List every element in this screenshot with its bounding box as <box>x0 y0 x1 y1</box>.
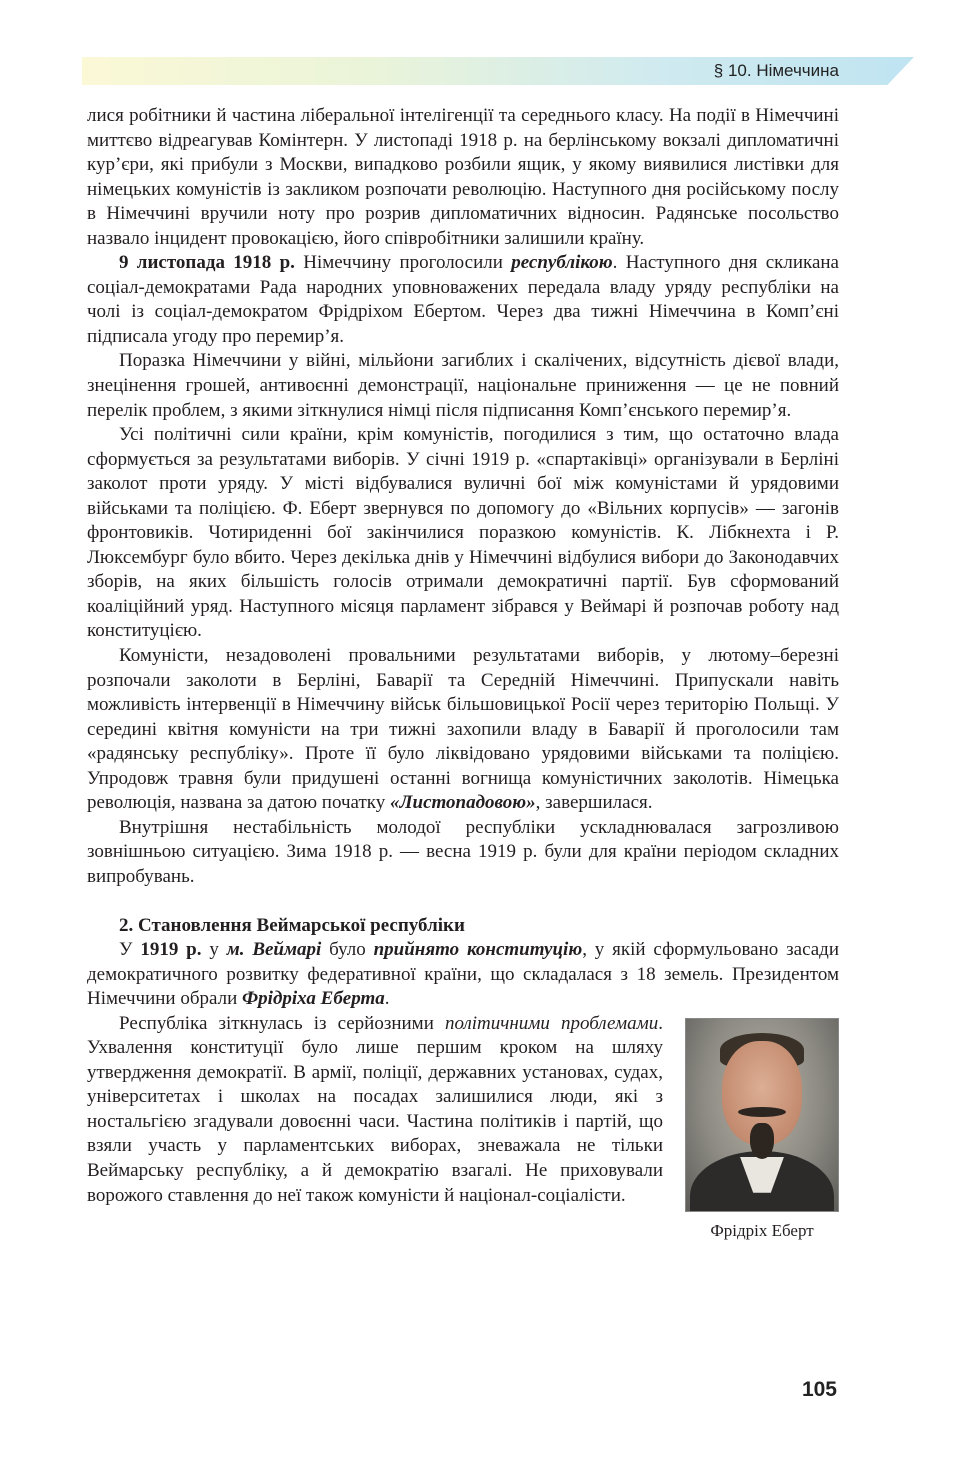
page-content <box>87 104 839 1246</box>
paragraph-5: Комуністи, незадоволені провальними результатами виборів, у лютому–березні розпочали заколоти в Берліні, Баварії та Середній Німеччині. Припускали навіть можливість інтервенції в Німеччину військ більшовицької Росії через територію Польщі. У середині квітня комуністи на три тижні захопили владу в Баварії й проголосили там «радянську республіку». Проте її було ліквідовано урядовими військами та поліцією. Упродовж травня були придушені останні вогнища комуністичних заколотів. Німецька революція, названа за датою початку «Листопадовою», завершилася. <box>87 645 839 814</box>
portrait-image <box>685 1018 839 1212</box>
paragraph-1: лися робітники й частина ліберальної інтелігенції та середнього класу. На події в Німеччині миттєво відреагував Комінтерн. У листопаді 1918 р. на берлінському вокзалі дипломатичні кур’єри, які прибули з Москви, випадково розбили ящик, у якому виявилися листівки для німецьких комуністів із закликом розпочати революцію. Наступного дня російському послу в Німеччині вручили ноту про розрив дипломатичних відносин. Радянське посольство назвало інцидент провокацією, його співробітники залишили країну. <box>87 105 839 249</box>
page-number: 105 <box>801 1378 837 1401</box>
term-november-revolution: «Листопадовою» <box>389 792 536 814</box>
section-title: § 10. Німеччина <box>713 61 839 80</box>
portrait-caption: Фрідріх Еберт <box>710 1220 814 1240</box>
paragraph-4: Усі політичні сили країни, крім комуністів, погодилися з тим, що остаточно влада сформується за результатами виборів. У січні 1919 р. «спартаківці» організували в Берліні заколот проти уряду. У місті відбувалися вуличні бої між комуністами й урядовими військами та поліцією. Ф. Еберт звернувся по допомогу до «Вільних корпусів» — загонів фронтовиків. Чотириденні бої закінчилися поразкою комуністів. К. Лібкнехта і Р. Люксембург було вбито. Через декілька днів у Німеччині відбулися вибори до Законодавчих зборів, на яких більшість голосів отримали демократичні партії. Був сформований коаліційний уряд. Наступного місяця парламент зібрався у Веймарі й розпочав роботу над конституцією. <box>87 424 839 642</box>
section2-paragraph-2: Республіка зіткнулась із серйозними політичними проблемами. Ухвалення конституції було лише першим кроком на шляху утвердження демократії. В армії, поліції, державних установах, судах, університетах і школах на посадах залишилися люди, які з ностальгією згадували довоєнні часи. Частина політиків і партій, що взяли участь у парламентських виборах, зневажала не тільки Веймарську республіку, а й демократію взагалі. Не приховували ворожого ставлення до неї також комуністи й націонал-соціалісти. <box>87 1012 664 1206</box>
paragraph-6: Внутрішня нестабільність молодої республіки ускладнювалася загрозливою зовнішньою ситуацією. Зима 1918 р. — весна 1919 р. були для країни періодом складних випробувань. <box>87 816 839 887</box>
term-ebert: Фрідріха Еберта <box>242 988 385 1010</box>
term-republic: республікою <box>511 252 613 274</box>
paragraph-3: Поразка Німеччини у війні, мільйони загиблих і скалічених, відсутність дієвої влади, знецінення грошей, антивоєнні демонстрації, національне приниження — це не повний перелік проблем, з якими зіткнулися німці після підписання Комп’єнського перемир’я. <box>87 350 839 421</box>
portrait-figure <box>685 1018 839 1242</box>
section2-paragraph-1: У 1919 р. у м. Веймарі було прийнято конституцію, у якій сформульовано засади демократичного розвитку федеративної країни, що складалася з 18 земель. Президентом Німеччини обрали Фрідріха Еберта. <box>87 939 839 1010</box>
term-political-problems: політичними проблемами <box>444 1012 659 1034</box>
date-emphasis: 9 листопада 1918 р. <box>119 252 295 274</box>
term-constitution: прийнято конституцію <box>373 939 583 961</box>
section-heading: 2. Становлення Веймарської республіки <box>119 914 465 936</box>
paragraph-2: 9 листопада 1918 р. Німеччину проголосили республікою. Наступного дня скликана соціал-демократами Рада народних уповноважених передала владу уряду республіки на чолі із соціал-демократом Фрідріхом Ебертом. Через два тижні Німеччина в Комп’єні підписала угоду про перемир’я. <box>87 252 839 347</box>
term-weimar: м. Веймарі <box>226 939 322 961</box>
